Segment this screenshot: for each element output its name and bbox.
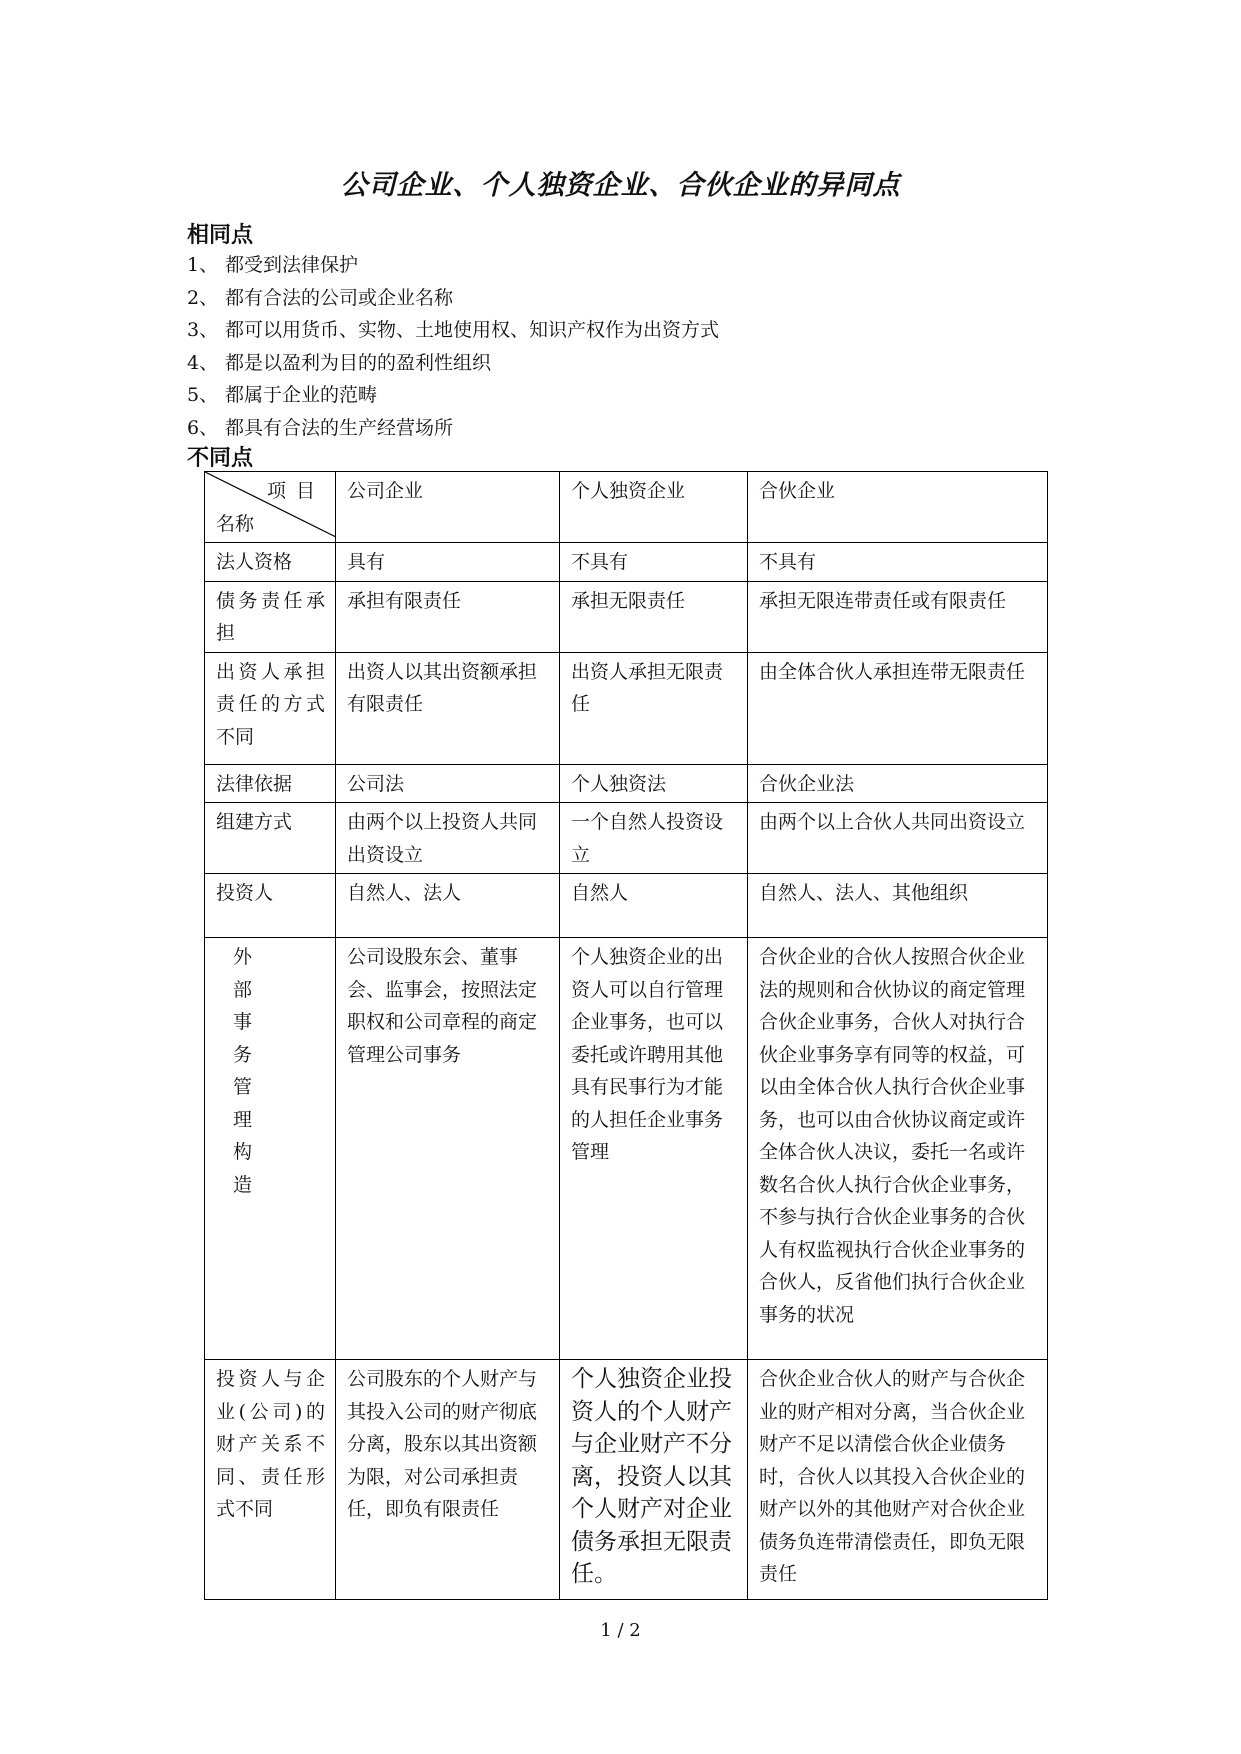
- column-header: 合伙企业: [748, 472, 1048, 543]
- list-item: 2、 都有合法的公司或企业名称: [187, 286, 454, 309]
- same-points-heading: 相同点: [187, 223, 254, 248]
- row-label: 组建方式: [205, 803, 336, 874]
- table-row: [205, 652, 1048, 764]
- row-label: 法律依据: [205, 764, 336, 803]
- document-title: 公司企业、个人独资企业、合伙企业的异同点: [340, 170, 901, 201]
- table-cell: 承担无限责任: [560, 581, 748, 652]
- row-label: 债务责任承担: [205, 581, 336, 652]
- list-item: 5、 都属于企业的范畴: [187, 384, 378, 407]
- table-cell: 合伙企业的合伙人按照合伙企业法的规则和合伙协议的商定管理合伙企业事务，合伙人对执行合伙企业事务享有同等的权益，可以由全体合伙人执行合伙企业事务，也可以由合伙协议商定或许全体合伙人决议，委托一名或许数名合伙人执行合伙企业事务，不参与执行合伙企业事务的合伙人有权监视执行合伙企业事务的合伙人，反省他们执行合伙企业事务的状况: [748, 938, 1048, 1360]
- row-label: 法人资格: [205, 543, 336, 582]
- same-points-list: [187, 249, 719, 445]
- list-item: 3、 都可以用货币、实物、土地使用权、知识产权作为出资方式: [187, 319, 720, 342]
- table-cell: 承担无限连带责任或有限责任: [748, 581, 1048, 652]
- row-label: 出资人承担责任的方式不同: [205, 652, 336, 764]
- header-item-label: 项目: [266, 480, 325, 502]
- table-cell: 具有: [336, 543, 560, 582]
- table-cell: 出资人以其出资额承担有限责任: [336, 652, 560, 764]
- table-cell: 个人独资企业的出资人可以自行管理企业事务，也可以委托或许聘用其他具有民事行为才能的人担任企业事务管理: [560, 938, 748, 1360]
- row-label: 外 部 事 务 管 理 构 造: [232, 946, 252, 1196]
- diagonal-header-cell: [205, 472, 336, 543]
- table-cell: 合伙企业合伙人的财产与合伙企业的财产相对分离，当合伙企业财产不足以清偿合伙企业债务时，合伙人以其投入合伙企业的财产以外的其他财产对合伙企业债务负连带清偿责任，即负无限责任: [748, 1360, 1048, 1600]
- table-cell: 由两个以上投资人共同出资设立: [336, 803, 560, 874]
- table-row: [205, 874, 1048, 938]
- table-cell: 由全体合伙人承担连带无限责任: [748, 652, 1048, 764]
- table-row: [205, 764, 1048, 803]
- table-cell: 不具有: [748, 543, 1048, 582]
- table-cell: 由两个以上合伙人共同出资设立: [748, 803, 1048, 874]
- table-cell: 公司设股东会、董事会、监事会，按照法定职权和公司章程的商定管理公司事务: [336, 938, 560, 1360]
- row-label: 投资人: [205, 874, 336, 938]
- list-item: 1、 都受到法律保护: [187, 254, 359, 276]
- table-cell: 自然人、法人: [336, 874, 560, 938]
- row-label: 投资人与企业(公司)的财产关系不同、责任形式不同: [205, 1360, 336, 1600]
- diff-points-heading: 不同点: [187, 446, 254, 471]
- list-item: 4、 都是以盈利为目的的盈利性组织: [187, 351, 492, 374]
- table-row: [205, 543, 1048, 582]
- header-name-label: 名称: [216, 512, 255, 535]
- table-row: [205, 1360, 1048, 1600]
- page-number: 1 / 2: [600, 1620, 641, 1641]
- table-row: [205, 803, 1048, 874]
- table-cell: 公司股东的个人财产与其投入公司的财产彻底分离，股东以其出资额为限，对公司承担责任，即负有限责任: [336, 1360, 560, 1600]
- diagonal-line: [205, 472, 336, 537]
- table-cell: 个人独资法: [560, 764, 748, 803]
- table-cell: 自然人: [560, 874, 748, 938]
- table-header-row: [205, 472, 1048, 543]
- table-cell: 自然人、法人、其他组织: [748, 874, 1048, 938]
- table-cell: 合伙企业法: [748, 764, 1048, 803]
- table-cell: 个人独资企业投资人的个人财产与企业财产不分离，投资人以其个人财产对企业债务承担无限责任。: [560, 1360, 748, 1600]
- table-row: [205, 938, 1048, 1360]
- row-label-vertical: [205, 938, 336, 1360]
- table-cell: 出资人承担无限责任: [560, 652, 748, 764]
- column-header: 公司企业: [336, 472, 560, 543]
- table-cell: 不具有: [560, 543, 748, 582]
- table-cell: 公司法: [336, 764, 560, 803]
- list-item: 6、 都具有合法的生产经营场所: [187, 416, 454, 439]
- table-cell: 一个自然人投资设立: [560, 803, 748, 874]
- comparison-table: [204, 471, 1048, 1600]
- column-header: 个人独资企业: [560, 472, 748, 543]
- table-row: [205, 581, 1048, 652]
- table-cell: 承担有限责任: [336, 581, 560, 652]
